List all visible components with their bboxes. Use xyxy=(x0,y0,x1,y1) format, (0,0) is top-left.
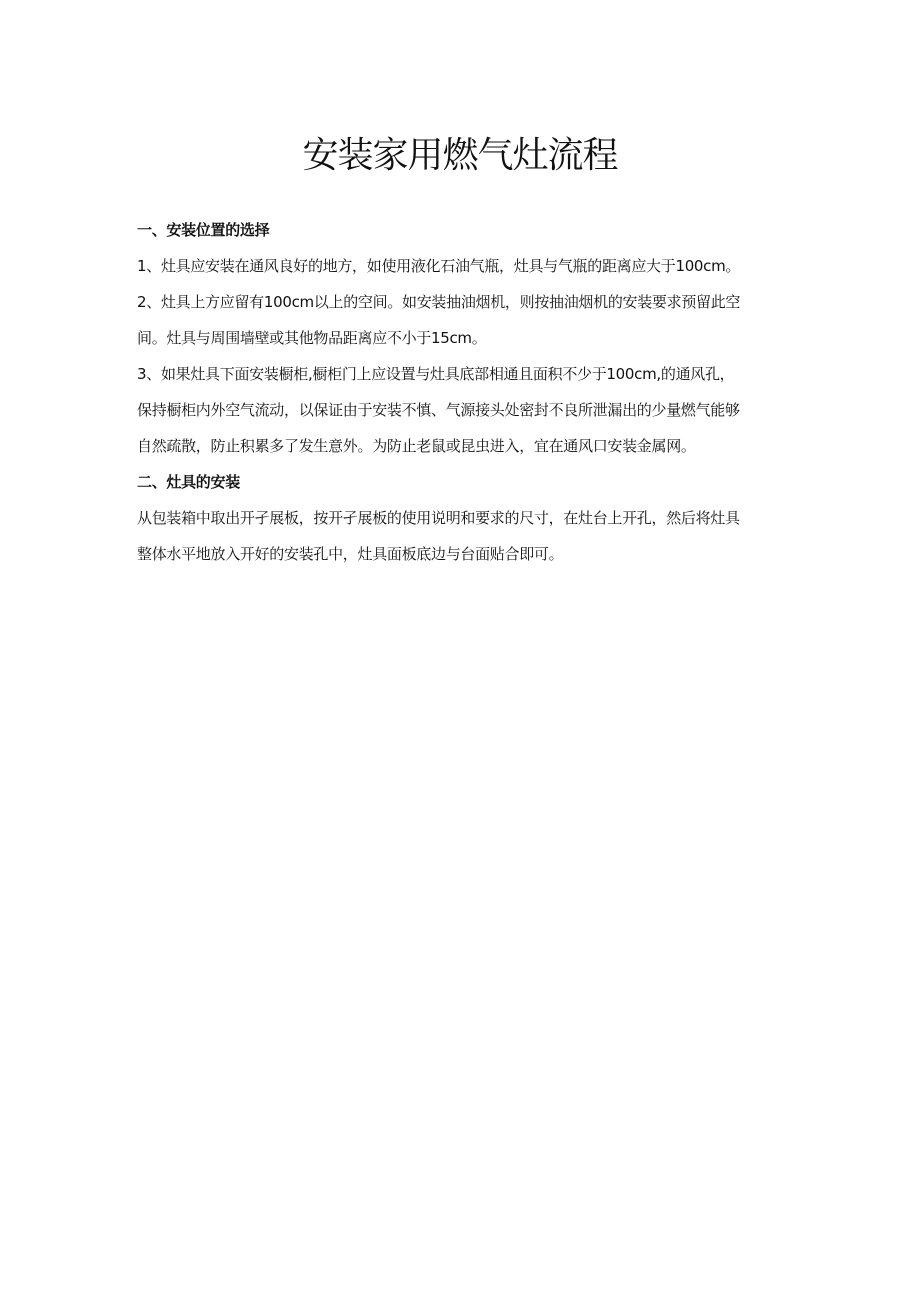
page-title: 安装家用燃气灶流程 xyxy=(302,135,618,176)
paragraph-item-1: 1、灶具应安装在通风良好的地方，如使用液化石油气瓶，灶具与气瓶的距离应大于100cm。 xyxy=(137,257,741,275)
section-heading-installation: 二、灶具的安装 xyxy=(137,473,240,491)
paragraph-item-3-line-2: 保持橱柜内外空气流动，以保证由于安装不慎、气源接头处密封不良所泄漏出的少量燃气能够 xyxy=(137,401,740,419)
paragraph-item-3-line-3: 自然疏散，防止积累多了发生意外。为防止老鼠或昆虫进入，宜在通风口安装金属网。 xyxy=(137,437,696,455)
section-heading-location: 一、安装位置的选择 xyxy=(137,221,270,239)
paragraph-installation-line-2: 整体水平地放入开好的安装孔中，灶具面板底边与台面贴合即可。 xyxy=(137,545,564,563)
document-body xyxy=(137,212,787,572)
paragraph-item-2-line-1: 2、灶具上方应留有100cm以上的空间。如安装抽油烟机，则按抽油烟机的安装要求预留此空 xyxy=(137,293,741,311)
paragraph-installation-line-1: 从包装箱中取出开孑展板，按开孑展板的使用说明和要求的尺寸，在灶台上开孔，然后将灶具 xyxy=(137,509,740,527)
paragraph-item-3-line-1: 3、如果灶具下面安装橱柜,橱柜门上应设置与灶具底部相通且面积不少于100cm,的通风孔， xyxy=(137,365,735,383)
paragraph-item-2-line-2: 间。灶具与周围墙壁或其他物品距离应不小于15cm。 xyxy=(137,329,487,347)
